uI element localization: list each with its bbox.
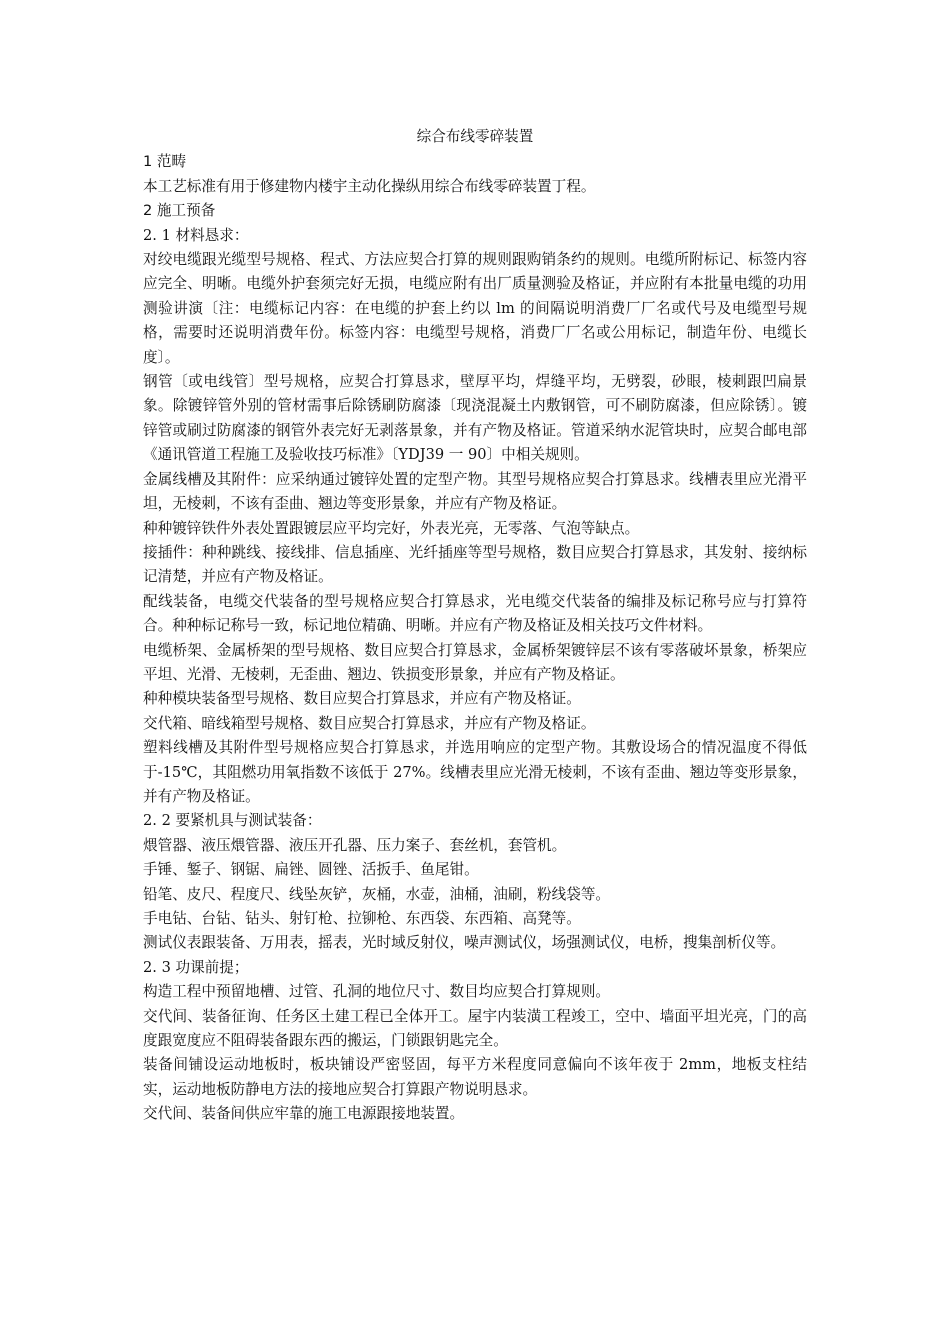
- paragraph-modules: 种种模块装备型号规格、数目应契合打算恳求，并应有产物及格证。: [143, 690, 581, 708]
- list-item-tools-hand: 手锤、錾子、钢锯、扁锉、圆锉、活扳手、鱼尾钳。: [143, 861, 479, 879]
- section-heading-scope: 1 范畴: [143, 153, 187, 171]
- paragraph-conditions-rooms: 交代间、装备征询、任务区土建工程已全体开工。屋宇内装潢工程竣工，空中、墙面平坦光亮，门的高度跟宽度应不阻碍装备跟东西的搬运，门锁跟钥匙完全。: [143, 1007, 807, 1050]
- paragraph-cable-trays: 电缆桥架、金属桥架的型号规格、数目应契合打算恳求，金属桥架镀锌层不该有零落破坏景象，桥架应平坦、光滑、无棱刺，无歪曲、翘边、铁损变形景象，并应有产物及格证。: [143, 641, 807, 683]
- paragraph-metal-trunking: 金属线槽及其附件：应采纳通过镀锌处置的定型产物。其型号规格应契合打算恳求。线槽表里应光滑平坦，无棱刺，不该有歪曲、翘边等变形景象，并应有产物及格证。: [143, 470, 807, 513]
- paragraph-connectors: 接插件：种种跳线、接线排、信息插座、光纤插座等型号规格，数目应契合打算恳求，其发射、接纳标记清楚，并应有产物及格证。: [143, 543, 807, 586]
- paragraph-junction-boxes: 交代箱、暗线箱型号规格、数目应契合打算恳求，并应有产物及格证。: [143, 714, 596, 732]
- subsection-heading-tools: 2. 2 要紧机具与测试装备：: [143, 812, 322, 830]
- paragraph-plastic-trunking: 塑料线槽及其附件型号规格应契合打算恳求，并选用响应的定型产物。其敷设场合的情况温度不得低于-15℃，其阻燃功用氧指数不该低于 27%。线槽表里应光滑无棱刺，不该有歪曲、翘边等变形景象，并有产物及格证。: [143, 739, 807, 805]
- list-item-tools-bending: 煨管器、液压煨管器、液压开孔器、压力案子、套丝机，套管机。: [143, 836, 567, 854]
- subsection-heading-materials: 2. 1 材料恳求：: [143, 226, 249, 244]
- paragraph-distribution-equipment: 配线装备，电缆交代装备的型号规格应契合打算恳求，光电缆交代装备的编排及标记称号应与打算符合。种种标记称号一致，标记地位精确、明晰。并应有产物及格证及相关技巧文件材料。: [143, 592, 807, 635]
- paragraph-scope: 本工艺标准有用于修建物内楼宇主动化操纵用综合布线零碎装置丁程。: [143, 177, 596, 195]
- section-heading-preparation: 2 施工预备: [143, 202, 216, 220]
- paragraph-conditions-floor: 装备间铺设运动地板时，板块铺设严密竖固，每平方米程度同意偏向不该年夜于 2mm，地板支柱结实，运动地板防静电方法的接地应契合打算跟产物说明恳求。: [143, 1056, 807, 1098]
- paragraph-steel-pipes: 钢管〔或电线管〕型号规格，应契合打算恳求，壁厚平均，焊缝平均，无劈裂，砂眼，棱刺跟凹扁景象。除镀锌管外别的管材需事后除锈刷防腐漆〔现浇混凝土内敷钢管，可不刷防腐漆，但应除锈〕。镀锌管或刷过防腐漆的钢管外表完好无剥落景象，并有产物及格证。管道采纳水泥管块时，应契合邮电部《通讯管道工程施工及验收技巧标准》〔YDJ39 一 90〕中相关规则。: [143, 373, 807, 464]
- paragraph-cables: 对绞电缆跟光缆型号规格、程式、方法应契合打算的规则跟购销条约的规则。电缆所附标记、标签内容应完全、明晰。电缆外护套须完好无损，电缆应附有出厂质量测验及格证，并应附有本批量电缆的功用测验讲演〔注：电缆标记内容：在电缆的护套上约以 lm 的间隔说明消费厂厂名或代号及电缆型号规格，需要时还说明消费年份。标签内容：电缆型号规格，消费厂厂名或公用标记，制造年份、电缆长度〕。: [143, 251, 807, 366]
- subsection-heading-conditions: 2. 3 功课前提；: [143, 958, 249, 976]
- document-title: 综合布线零碎装置: [416, 128, 534, 145]
- paragraph-conditions-structure: 构造工程中预留地槽、过管、孔洞的地位尺寸、数目均应契合打算规则。: [143, 983, 611, 1001]
- list-item-tools-testing: 测试仪表跟装备、万用表，摇表，光时域反射仪，噪声测试仪，场强测试仪，电桥，搜集剖析仪等。: [143, 934, 786, 952]
- list-item-tools-power: 手电钻、台钻、钻头、射钉枪、拉铆枪、东西袋、东西箱、高凳等。: [143, 910, 581, 927]
- paragraph-conditions-power: 交代间、装备间供应牢靠的施工电源跟接地装置。: [143, 1105, 465, 1123]
- document-body: [143, 125, 807, 1127]
- list-item-tools-marking: 铅笔、皮尺、程度尺、线坠灰铲，灰桶，水壶，油桶，油刷，粉线袋等。: [143, 885, 611, 903]
- paragraph-galvanized-parts: 种种镀锌铁件外表处置跟镀层应平均完好，外表光亮，无零落、气泡等缺点。: [143, 519, 640, 537]
